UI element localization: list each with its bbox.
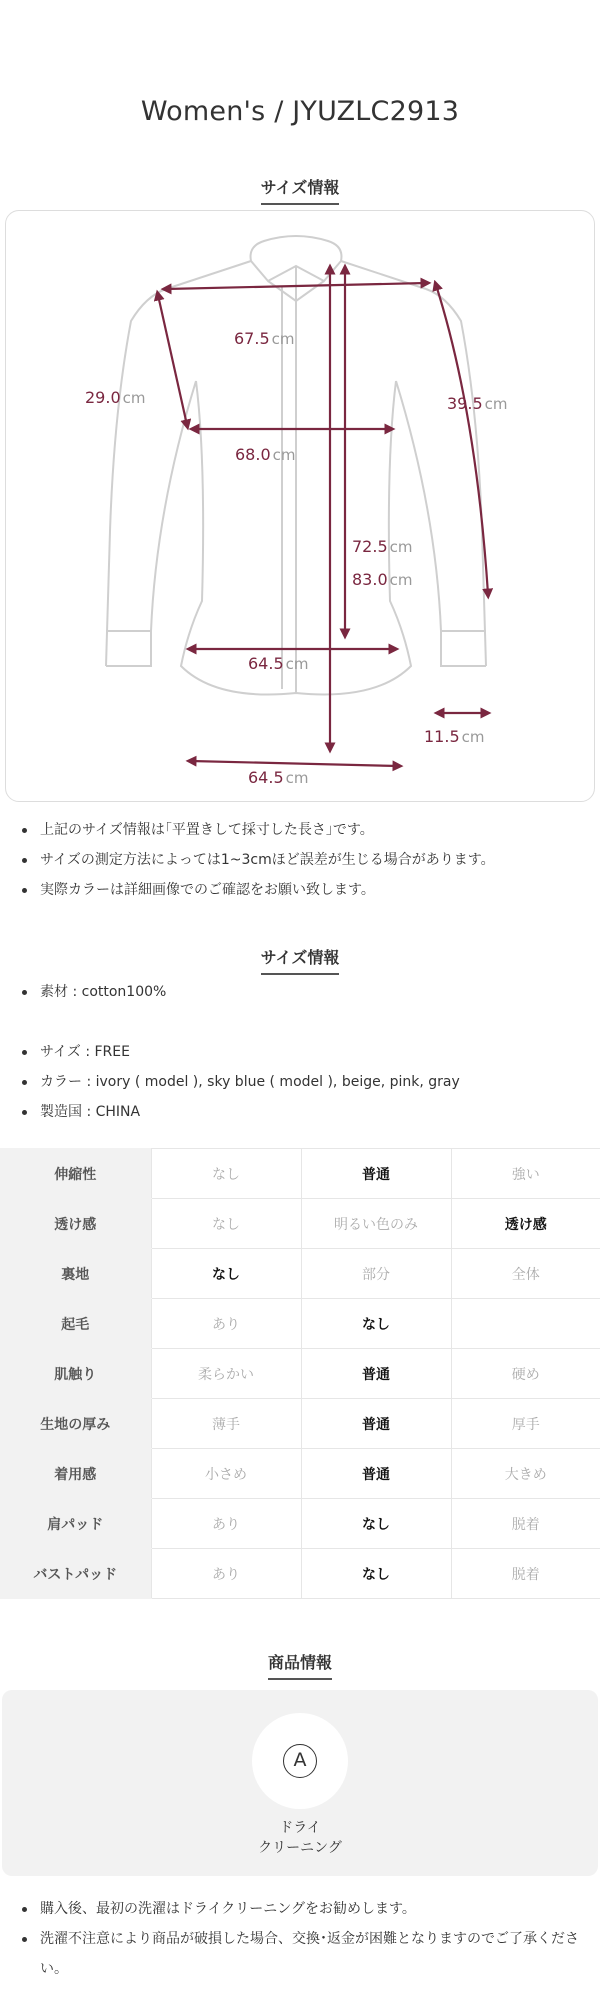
shirt-outline <box>106 236 486 694</box>
table-row <box>0 1249 600 1299</box>
attribute-label: 肩パッド <box>0 1499 151 1549</box>
product-notes <box>20 1894 580 1984</box>
attribute-option: 柔らかい <box>151 1349 301 1399</box>
list-item: 製造国 : CHINA <box>20 1097 580 1127</box>
hem-measure: 64.5 cm <box>248 768 309 787</box>
list-item: 洗濯不注意により商品が破損した場合、交換･返金が困難となりますのでご了承ください。 <box>20 1924 580 1984</box>
attribute-option-selected: 透け感 <box>451 1199 600 1249</box>
table-row <box>0 1399 600 1449</box>
attribute-option-selected: なし <box>151 1249 301 1299</box>
attribute-option <box>451 1299 600 1349</box>
list-item: 素材 : cotton100% <box>20 977 580 1007</box>
measure-lines <box>158 269 488 766</box>
list-item: サイズ : FREE <box>20 1037 580 1067</box>
attribute-option: 全体 <box>451 1249 600 1299</box>
attribute-label: 生地の厚み <box>0 1399 151 1449</box>
attribute-option: あり <box>151 1499 301 1549</box>
spec-list <box>20 1037 580 1127</box>
table-row <box>0 1199 600 1249</box>
attribute-option-selected: なし <box>301 1499 451 1549</box>
dry-clean-icon: A <box>283 1744 317 1778</box>
attribute-option: なし <box>151 1149 301 1199</box>
armhole-line <box>158 295 187 425</box>
list-item: カラー : ivory ( model ), sky blue ( model ), beige, pink, gray <box>20 1067 580 1097</box>
attribute-option: 強い <box>451 1149 600 1199</box>
attribute-option: あり <box>151 1299 301 1349</box>
page-title: Women's / JYUZLC2913 <box>140 96 460 127</box>
hem-line <box>191 761 398 766</box>
table-row <box>0 1149 600 1199</box>
care-label: ドライ クリーニング <box>258 1820 342 1856</box>
attribute-option: 脱着 <box>451 1499 600 1549</box>
attribute-label: 肌触り <box>0 1349 151 1399</box>
attribute-label: 着用感 <box>0 1449 151 1499</box>
attribute-option: あり <box>151 1549 301 1599</box>
attribute-label: バストパッド <box>0 1549 151 1599</box>
shirt-outline-drawing <box>6 211 596 803</box>
attribute-label: 透け感 <box>0 1199 151 1249</box>
table-row <box>0 1549 600 1599</box>
list-item: 購入後、最初の洗濯はドライクリーニングをお勧めします。 <box>20 1894 580 1924</box>
attribute-option-selected: なし <box>301 1299 451 1349</box>
care-symbol-badge <box>252 1713 348 1809</box>
cuff-measure: 11.5 cm <box>424 727 485 746</box>
shoulder-measure: 67.5 cm <box>234 329 295 348</box>
attribute-option-selected: なし <box>301 1549 451 1599</box>
table-row <box>0 1349 600 1399</box>
attribute-option: 薄手 <box>151 1399 301 1449</box>
attribute-option: 小さめ <box>151 1449 301 1499</box>
sleeve-measure: 39.5 cm <box>447 394 508 413</box>
attribute-option: 脱着 <box>451 1549 600 1599</box>
product-info-heading: 商品情報 <box>0 1650 600 1680</box>
attribute-label: 伸縮性 <box>0 1149 151 1199</box>
attribute-option-selected: 普通 <box>301 1449 451 1499</box>
attribute-option: なし <box>151 1199 301 1249</box>
care-instructions <box>2 1690 598 1876</box>
attribute-option-selected: 普通 <box>301 1149 451 1199</box>
fabric-attributes-table <box>0 1148 600 1599</box>
chest-measure: 68.0 cm <box>235 445 296 464</box>
size-info-heading: サイズ情報 <box>0 175 600 205</box>
armhole-measure: 29.0 cm <box>85 388 146 407</box>
table-row <box>0 1499 600 1549</box>
front-length-measure: 72.5 cm <box>352 537 413 556</box>
attribute-option-selected: 普通 <box>301 1399 451 1449</box>
attribute-option: 大きめ <box>451 1449 600 1499</box>
attribute-option-selected: 普通 <box>301 1349 451 1399</box>
attribute-option: 明るい色のみ <box>301 1199 451 1249</box>
list-item: 実際カラーは詳細画像でのご確認をお願い致します。 <box>20 875 580 905</box>
list-item: 上記のサイズ情報は｢平置きして採寸した長さ｣です。 <box>20 815 580 845</box>
attribute-label: 起毛 <box>0 1299 151 1349</box>
attribute-option: 厚手 <box>451 1399 600 1449</box>
attribute-option: 部分 <box>301 1249 451 1299</box>
table-row <box>0 1299 600 1349</box>
material-list <box>20 977 580 1007</box>
waist-measure: 64.5 cm <box>248 654 309 673</box>
list-item: サイズの測定方法によっては1~3cmほど誤差が生じる場合があります。 <box>20 845 580 875</box>
size-diagram <box>5 210 595 802</box>
table-row <box>0 1449 600 1499</box>
attribute-label: 裏地 <box>0 1249 151 1299</box>
size-notes <box>20 815 580 905</box>
spec-heading: サイズ情報 <box>0 945 600 975</box>
back-length-measure: 83.0 cm <box>352 570 413 589</box>
attribute-option: 硬め <box>451 1349 600 1399</box>
